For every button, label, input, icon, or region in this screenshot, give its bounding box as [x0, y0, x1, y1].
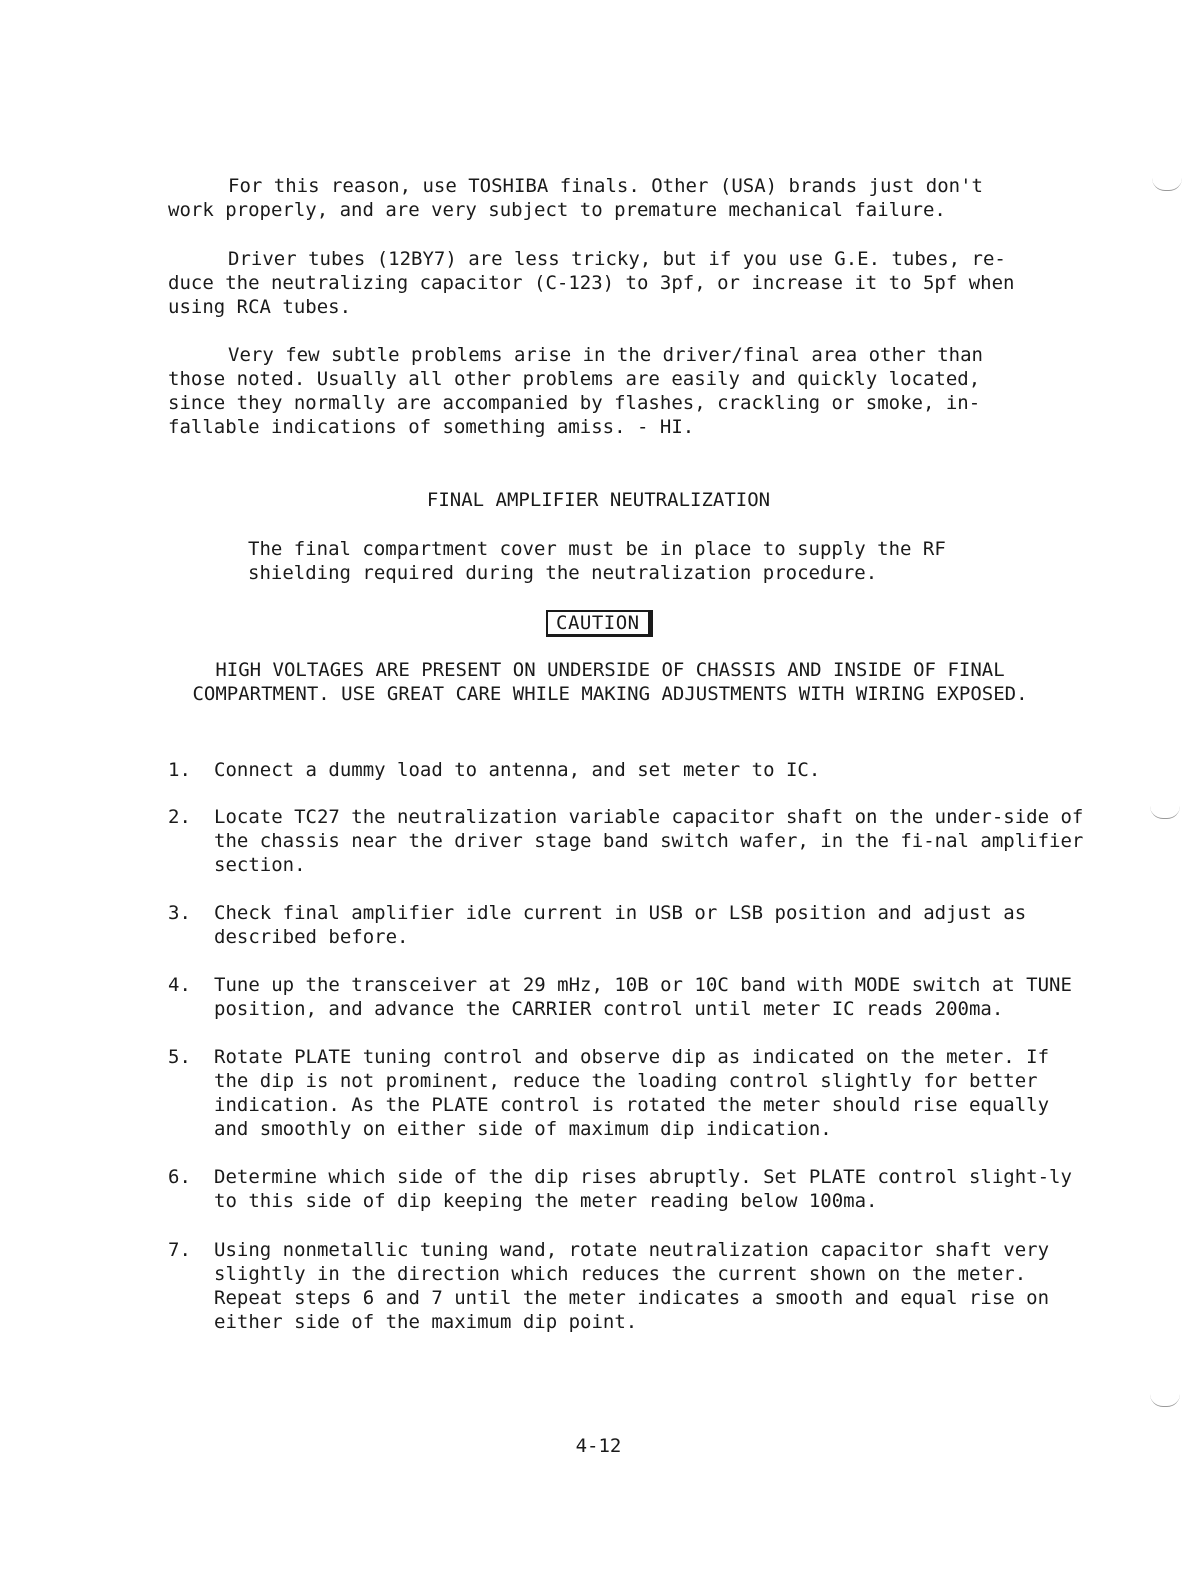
caution-label: CAUTION	[546, 610, 653, 637]
paragraph-driver-tubes	[168, 223, 1048, 319]
step-text: Tune up the transceiver at 29 mHz, 10B or 10C band with MODE switch at TUNE position, and advance the CARRIER control until meter IC reads 200ma.	[214, 974, 1072, 1020]
caution-label-wrap	[546, 610, 653, 637]
scan-mark	[1150, 806, 1180, 819]
step-text: Locate TC27 the neutralization variable capacitor shaft on the under-side of the chassis near the driver stage band switch wafer, in the fi-nal amplifier section.	[214, 806, 1084, 876]
paragraph-rest: duce the neutralizing capacitor (C-123) to 3pf, or increase it to 5pf when using RCA tubes.	[168, 272, 1015, 318]
step-number: 2.	[168, 806, 191, 828]
step-number: 6.	[168, 1166, 191, 1188]
step-number: 5.	[168, 1046, 191, 1068]
intro-text: The final compartment cover must be in place to supply the RF shielding required during the neutralization procedure.	[248, 538, 946, 584]
high-voltage-warning: HIGH VOLTAGES ARE PRESENT ON UNDERSIDE OF CHASSIS AND INSIDE OF FINAL COMPARTMENT. USE GREAT CARE WHILE MAKING ADJUSTMENTS WITH WIRING EXPOSED.	[192, 659, 1028, 705]
step-text: Determine which side of the dip rises abruptly. Set PLATE control slight-ly to this side of dip keeping the meter reading below 100ma.	[214, 1166, 1072, 1212]
paragraph-first-line: Very few subtle problems arise in the driver/final area other than	[228, 344, 983, 366]
step-number: 3.	[168, 902, 191, 924]
paragraph-first-line: For this reason, use TOSHIBA finals. Other (USA) brands just don't	[228, 175, 983, 197]
step-number: 4.	[168, 974, 191, 996]
paragraph-first-line: Driver tubes (12BY7) are less tricky, but if you use G.E. tubes, re-	[228, 248, 1006, 270]
paragraph-rest: work properly, and are very subject to premature mechanical failure.	[168, 199, 946, 221]
paragraph-toshiba-finals	[168, 150, 1048, 222]
step-text: Connect a dummy load to antenna, and set meter to IC.	[214, 759, 821, 781]
scan-mark	[1150, 1394, 1180, 1407]
paragraph-subtle-problems	[168, 319, 1048, 439]
section-title: FINAL AMPLIFIER NEUTRALIZATION	[426, 489, 771, 511]
scan-mark	[1152, 178, 1182, 191]
step-number: 1.	[168, 759, 191, 781]
step-number: 7.	[168, 1239, 191, 1261]
page-number: 4-12	[575, 1435, 622, 1457]
paragraph-rest: those noted. Usually all other problems are easily and quickly located, since they normally are accompanied by flashes, crackling or smoke, in-fallable indications of something amiss. - HI.	[168, 368, 981, 438]
step-text: Check final amplifier idle current in USB or LSB position and adjust as described before.	[214, 902, 1027, 948]
step-text: Rotate PLATE tuning control and observe dip as indicated on the meter. If the dip is not prominent, reduce the loading control slightly for better indication. As the PLATE control is rotated the meter should rise equally and smoothly on either side of maximum dip indication.	[214, 1046, 1050, 1140]
step-text: Using nonmetallic tuning wand, rotate neutralization capacitor shaft very slightly in the direction which reduces the current shown on the meter. Repeat steps 6 and 7 until the meter indicates a smooth and equal rise on either side of the maximum dip point.	[214, 1239, 1050, 1333]
